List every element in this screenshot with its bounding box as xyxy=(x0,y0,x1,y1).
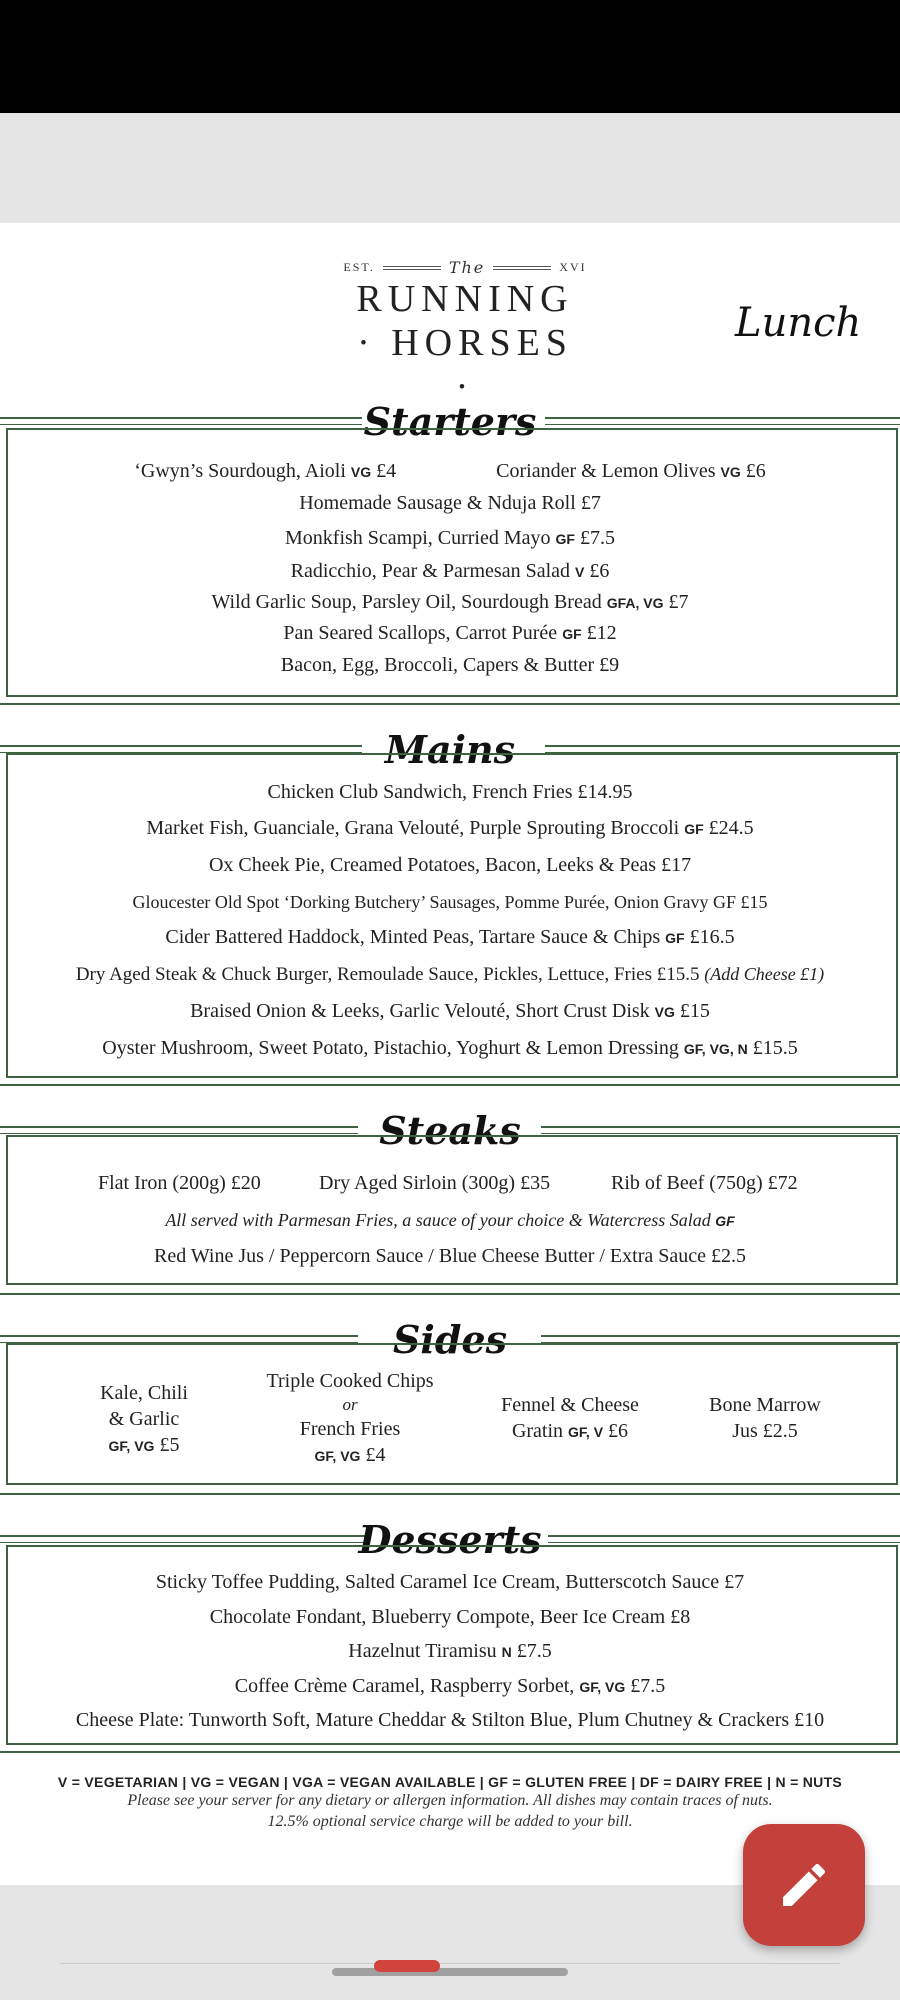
menu-item-name: Braised Onion & Leeks, Garlic Velouté, Short Crust Disk xyxy=(190,1000,650,1022)
menu-item-price: £6 xyxy=(745,460,766,482)
side-name: & Garlic xyxy=(108,1408,180,1430)
menu-item-price: £35 xyxy=(520,1172,551,1194)
logo-est: EST. xyxy=(343,260,375,274)
menu-item-name: Ox Cheek Pie, Creamed Potatoes, Bacon, Leeks & Peas xyxy=(208,854,657,876)
diet-tag: GF, VG xyxy=(108,1438,155,1454)
menu-item-price: £2.5 xyxy=(762,1420,798,1442)
service-charge-note: 12.5% optional service charge will be added to your bill. xyxy=(267,1813,633,1830)
menu-item-price: £9 xyxy=(599,654,620,676)
diet-tag: GF xyxy=(715,1213,735,1229)
menu-item-price: £24.5 xyxy=(708,817,754,839)
served-text: All served with Parmesan Fries, a sauce of your choice & Watercress Salad xyxy=(165,1210,711,1230)
menu-item-name: Market Fish, Guanciale, Grana Velouté, Purple Sprouting Broccoli xyxy=(146,817,680,839)
logo-divider xyxy=(493,266,551,270)
menu-item-price: £7.5 xyxy=(630,1675,666,1697)
menu-item xyxy=(0,1035,900,1062)
section-title: Desserts xyxy=(358,1517,542,1562)
menu-item-row xyxy=(0,458,900,485)
steak-cut xyxy=(98,1170,261,1196)
menu-item-price: £15 xyxy=(679,1000,710,1022)
section-title: Starters xyxy=(363,399,537,444)
menu-item-price: £7 xyxy=(580,492,601,514)
logo-running: RUNNING xyxy=(356,278,574,320)
menu-item xyxy=(0,1569,900,1595)
menu-item-name: Coriander & Lemon Olives xyxy=(496,460,716,482)
menu-item-name: Cheese Plate: Tunworth Soft, Mature Cheddar & Stilton Blue, Plum Chutney & Crackers xyxy=(75,1709,790,1731)
steak-served-note xyxy=(0,1207,900,1234)
diet-tag: GF xyxy=(562,626,582,642)
side-name: Gratin xyxy=(511,1420,564,1442)
logo-divider xyxy=(383,266,441,270)
menu-item-name: Homemade Sausage & Nduja Roll xyxy=(299,492,576,514)
menu-item xyxy=(0,525,900,552)
side-item xyxy=(74,1380,214,1459)
side-item xyxy=(690,1392,840,1444)
menu-item xyxy=(0,490,900,516)
menu-item xyxy=(0,779,900,805)
side-name: Kale, Chili xyxy=(100,1382,188,1404)
menu-item-price: £5 xyxy=(159,1434,180,1456)
menu-item-name: Pan Seared Scallops, Carrot Purée xyxy=(283,622,558,644)
service-title: Lunch xyxy=(735,300,862,346)
side-name: Jus xyxy=(732,1420,758,1442)
menu-item-name: Dry Aged Sirloin (300g) xyxy=(319,1172,516,1194)
diet-tag: GFA, VG xyxy=(606,595,664,611)
menu-item-name: Flat Iron (200g) xyxy=(98,1172,226,1194)
menu-item-price: £10 xyxy=(794,1709,825,1731)
logo-xvi: XVI xyxy=(559,260,587,274)
diet-tag: GF, VG xyxy=(314,1448,361,1464)
section-underline xyxy=(0,1084,900,1086)
viewer-background-top xyxy=(0,113,900,223)
menu-item-name: Radicchio, Pear & Parmesan Salad xyxy=(290,560,571,582)
legend-codes: V = VEGETARIAN | VG = VEGAN | VGA = VEGAN AVAILABLE | GF = GLUTEN FREE | DF = DAIRY FREE | N = NUTS xyxy=(57,1774,843,1790)
diet-tag: GF, VG, N xyxy=(683,1041,748,1057)
diet-tag: GF, VG xyxy=(579,1679,626,1695)
menu-item-name: ‘Gwyn’s Sourdough, Aioli xyxy=(134,460,346,482)
menu-item-name: Chocolate Fondant, Blueberry Compote, Beer Ice Cream xyxy=(209,1606,666,1628)
side-item xyxy=(480,1392,660,1445)
menu-item-name: Rib of Beef (750g) xyxy=(611,1172,763,1194)
gesture-nav-bar[interactable] xyxy=(332,1968,568,1976)
diet-tag: GF xyxy=(684,821,704,837)
menu-item-name: Chicken Club Sandwich, French Fries xyxy=(267,781,573,803)
menu-item-price: £14.95 xyxy=(577,781,633,803)
side-or: or xyxy=(342,1395,358,1414)
diet-tag: VG xyxy=(350,464,372,480)
diet-tag: VG xyxy=(654,1004,675,1020)
menu-item xyxy=(0,558,900,585)
menu-item-name: Bacon, Egg, Broccoli, Capers & Butter xyxy=(280,654,595,676)
menu-item-price: £6 xyxy=(608,1420,629,1442)
logo-the: The xyxy=(448,258,486,277)
allergen-legend xyxy=(0,1774,900,1832)
menu-item xyxy=(0,998,900,1025)
status-bar xyxy=(0,0,900,113)
menu-item xyxy=(0,589,900,616)
menu-item-name: Monkfish Scampi, Curried Mayo xyxy=(285,527,551,549)
menu-item-price: £16.5 xyxy=(689,926,735,948)
menu-item xyxy=(0,652,900,678)
diet-tag: GF xyxy=(665,930,685,946)
menu-item-price: £7 xyxy=(668,591,689,613)
steak-cut xyxy=(611,1170,798,1196)
page-scroll-track xyxy=(60,1963,840,1964)
dietary-note: Please see your server for any dietary or allergen information. All dishes may contain traces of nuts. xyxy=(127,1792,773,1809)
side-name: French Fries xyxy=(299,1418,401,1440)
menu-item xyxy=(0,889,900,915)
menu-item xyxy=(0,1707,900,1733)
menu-item-name: Coffee Crème Caramel, Raspberry Sorbet, xyxy=(234,1675,575,1697)
logo-horses: · HORSES · xyxy=(357,322,573,408)
menu-item xyxy=(0,815,900,842)
section-underline xyxy=(0,1493,900,1495)
menu-item-price: £8 xyxy=(670,1606,691,1628)
menu-item-price: £4 xyxy=(376,460,397,482)
section-underline xyxy=(0,1751,900,1753)
diet-tag: GF xyxy=(555,531,575,547)
diet-tag: V xyxy=(575,564,585,580)
menu-item-price: £7.5 xyxy=(516,1640,552,1662)
restaurant-logo xyxy=(340,258,590,409)
section-title: Sides xyxy=(392,1317,508,1362)
section-title: Mains xyxy=(384,727,516,772)
menu-item-price: £17 xyxy=(661,854,692,876)
diet-tag: N xyxy=(501,1644,512,1660)
section-title: Steaks xyxy=(379,1108,521,1153)
menu-item xyxy=(0,1604,900,1630)
steak-sauces: Red Wine Jus / Peppercorn Sauce / Blue Cheese Butter / Extra Sauce £2.5 xyxy=(153,1245,746,1267)
side-item xyxy=(245,1368,455,1469)
menu-item-price: £7 xyxy=(724,1571,745,1593)
menu-item-price: £7.5 xyxy=(579,527,615,549)
diet-tag: VG xyxy=(720,464,741,480)
menu-item-name: Sticky Toffee Pudding, Salted Caramel Ice Cream, Butterscotch Sauce xyxy=(155,1571,720,1593)
menu-item xyxy=(0,1638,900,1665)
menu-item xyxy=(0,1673,900,1700)
menu-item-note: (Add Cheese £1) xyxy=(704,964,825,984)
menu-item-price: £20 xyxy=(230,1172,261,1194)
side-name: Fennel & Cheese xyxy=(501,1394,639,1416)
menu-item xyxy=(0,620,900,647)
menu-item-price: £12 xyxy=(586,622,617,644)
menu-item-name: Oyster Mushroom, Sweet Potato, Pistachio, Yoghurt & Lemon Dressing xyxy=(102,1037,679,1059)
section-underline xyxy=(0,1293,900,1295)
menu-item-price: £15.5 xyxy=(656,964,700,985)
menu-item-name: Gloucester Old Spot ‘Dorking Butchery’ Sausages, Pomme Purée, Onion Gravy GF xyxy=(132,892,737,912)
menu-item-name: Hazelnut Tiramisu xyxy=(348,1640,497,1662)
side-name: Triple Cooked Chips xyxy=(266,1370,434,1392)
pencil-icon xyxy=(776,1857,832,1913)
steak-cut xyxy=(319,1170,550,1196)
menu-item-name: Dry Aged Steak & Chuck Burger, Remoulade Sauce, Pickles, Lettuce, Fries xyxy=(75,964,652,985)
menu-item-price: £4 xyxy=(365,1444,386,1466)
page-scroll-thumb[interactable] xyxy=(374,1960,440,1972)
menu-item-price: £6 xyxy=(589,560,610,582)
edit-fab-button[interactable] xyxy=(743,1824,865,1946)
menu-item-name: Wild Garlic Soup, Parsley Oil, Sourdough Bread xyxy=(211,591,602,613)
menu-item-name: Cider Battered Haddock, Minted Peas, Tartare Sauce & Chips xyxy=(165,926,661,948)
menu-item xyxy=(0,924,900,951)
menu-item-price: £72 xyxy=(767,1172,798,1194)
menu-item xyxy=(0,852,900,878)
side-name: Bone Marrow xyxy=(709,1394,821,1416)
menu-item xyxy=(0,961,900,988)
menu-item-price: £15.5 xyxy=(752,1037,798,1059)
section-underline xyxy=(0,703,900,705)
diet-tag: GF, V xyxy=(568,1424,604,1440)
menu-item-price: £15 xyxy=(740,892,768,912)
